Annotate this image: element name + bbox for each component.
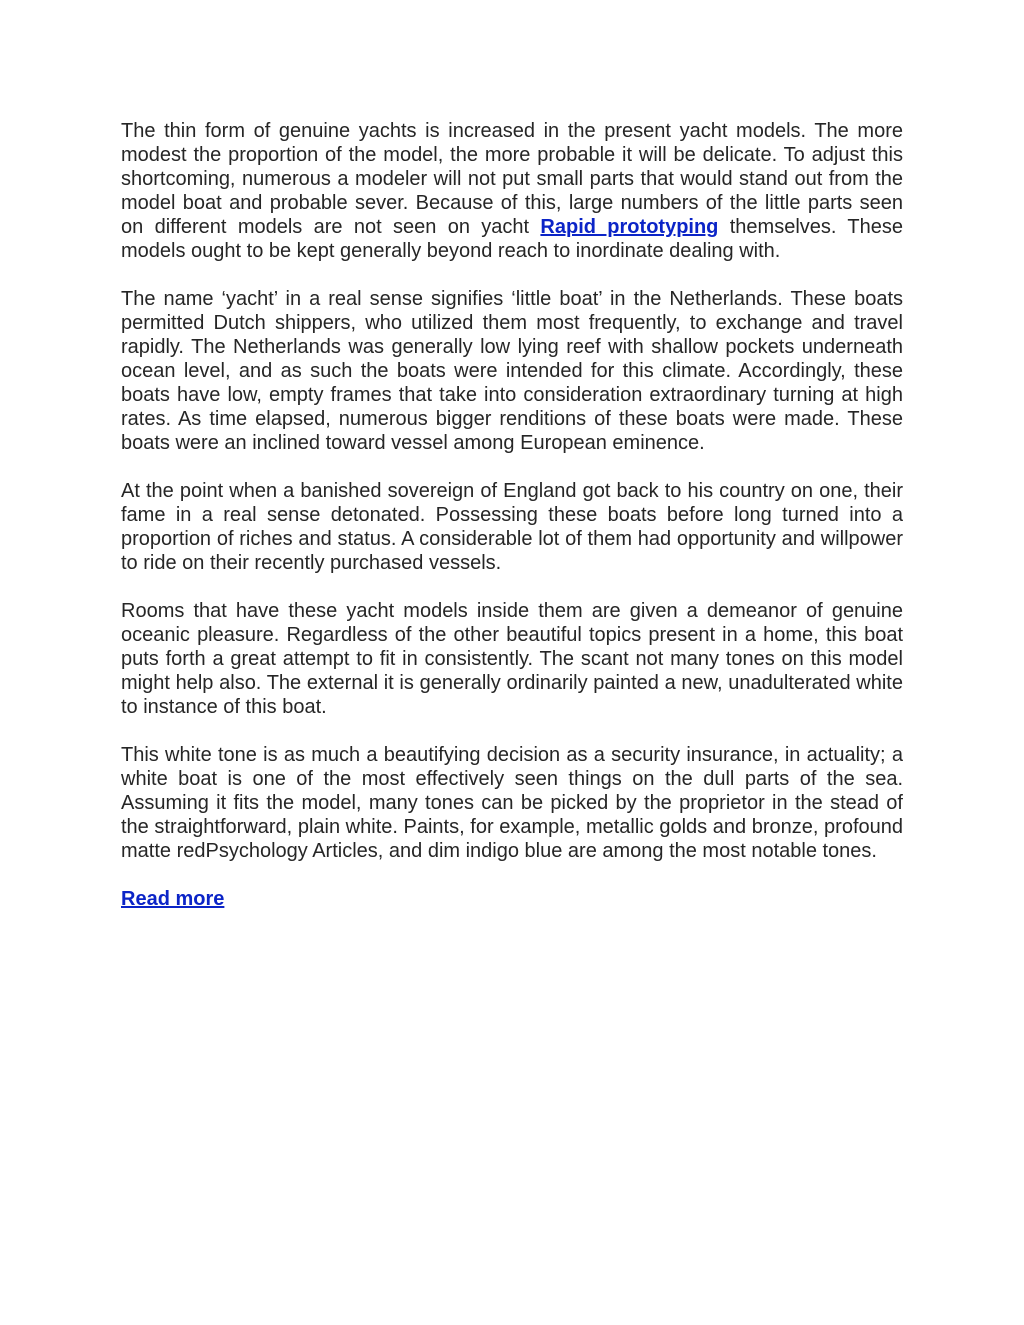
read-more-link[interactable]: Read more bbox=[121, 888, 225, 910]
rapid-prototyping-link[interactable]: Rapid prototyping bbox=[540, 216, 719, 238]
paragraph-1-text-after: themselves. These models ought to be kept generally beyond reach to inordinate dealing with. bbox=[121, 216, 904, 262]
paragraph-5: This white tone is as much a beautifying decision as a security insurance, in actuality; a white boat is one of the most effectively seen things on the dull parts of the sea. Assuming it fits the model, many tones can be picked by the proprietor in the stead of the straightforward, plain white. Paints, for example, metallic golds and bronze, profound matte redPsychology Articles, and dim indigo blue are among the most notable tones. bbox=[121, 744, 903, 862]
paragraph-1 bbox=[121, 119, 903, 263]
paragraph-1-text-before: The thin form of genuine yachts is increased in the present yacht models. The more modest the proportion of the model, the more probable it will be delicate. To adjust this shortcoming, numerous a modeler will not put small parts that would stand out from the model boat and probable sever. Because of this, large numbers of the little parts seen on different models are not seen on yacht bbox=[121, 120, 903, 238]
paragraph-3: At the point when a banished sovereign of England got back to his country on one, their fame in a real sense detonated. Possessing these boats before long turned into a proportion of riches and status. A considerable lot of them had opportunity and willpower to ride on their recently purchased vessels. bbox=[121, 480, 903, 574]
paragraph-2: The name ‘yacht’ in a real sense signifies ‘little boat’ in the Netherlands. These boats permitted Dutch shippers, who utilized them most frequently, to exchange and travel rapidly. The Netherlands was generally low lying reef with shallow pockets underneath ocean level, and as such the boats were intended for this climate. Accordingly, these boats have low, empty frames that take into consideration extraordinary turning at high rates. As time elapsed, numerous bigger renditions of these boats were made. These boats were an inclined toward vessel among European eminence. bbox=[121, 288, 903, 454]
document-page bbox=[121, 119, 903, 911]
paragraph-4: Rooms that have these yacht models inside them are given a demeanor of genuine oceanic pleasure. Regardless of the other beautiful topics present in a home, this boat puts forth a great attempt to fit in consistently. The scant not many tones on this model might help also. The external it is generally ordinarily painted a new, unadulterated white to instance of this boat. bbox=[121, 600, 903, 718]
read-more-line bbox=[121, 887, 903, 911]
